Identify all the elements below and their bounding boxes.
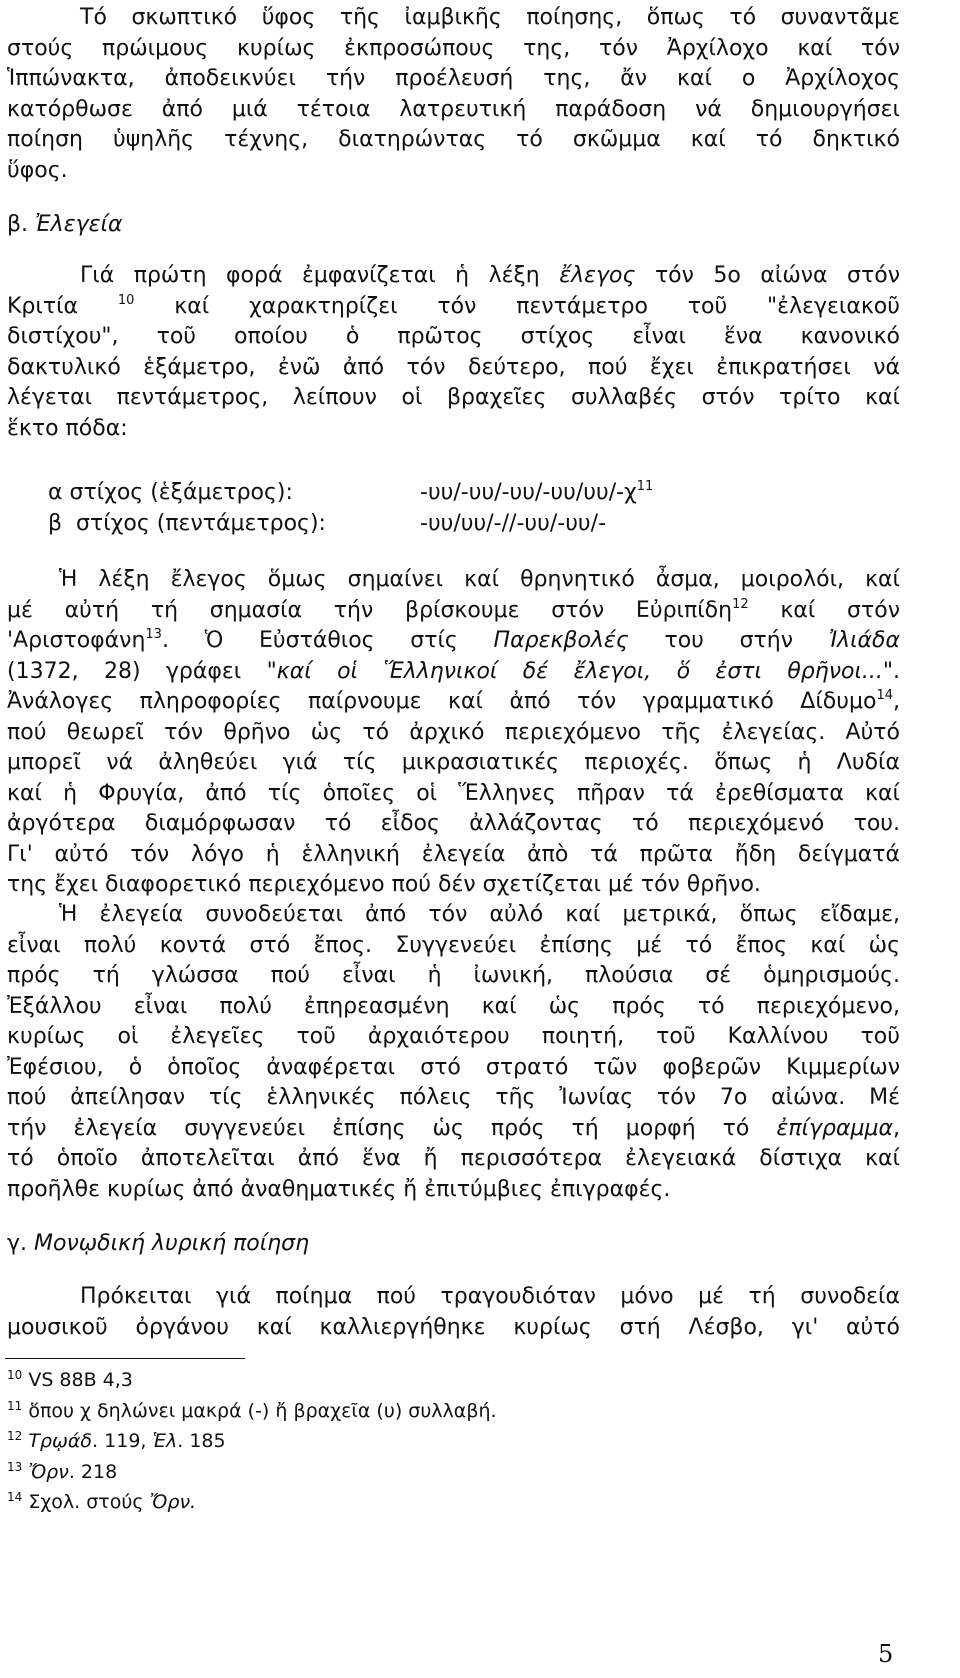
text-run: Ἀνάλογες πληροφορίες παίρνουμε καί ἀπό τόν γραμματικό Δίδυμο (7, 689, 877, 714)
text-line (7, 900, 900, 931)
text-line (7, 1282, 900, 1313)
text-line (7, 840, 900, 871)
footnote-ref: 13 (145, 627, 162, 642)
italic-text: Ἰλιάδα (828, 628, 900, 653)
text-line (7, 383, 900, 414)
text-run: Ἡ ἐλεγεία συνοδεύεται ἀπό τόν αὐλό καί μετρικά, ὅπως εἴδαμε, (59, 902, 900, 927)
text-run: , (893, 1115, 900, 1141)
text-line (7, 596, 900, 627)
footnote-ref: 12 (7, 1429, 23, 1443)
text-run: β. (7, 212, 36, 237)
text-line (7, 1490, 497, 1521)
text-run: Πρόκειται γιά ποίημα πού τραγουδιόταν μόνο μέ τή συνοδεία (80, 1284, 900, 1309)
text-line (7, 1144, 900, 1175)
text-run: πρός τή γλώσσα πού εἶναι ἡ ἰωνική, πλούσια σέ ὁμηρισμούς. (7, 963, 900, 988)
paragraph-iambic-style (7, 3, 900, 186)
text-line (7, 292, 900, 323)
text-run: τό ὁποῖο ἀποτελεῖται ἀπό ἕνα ἤ περισσότερα ἐλεγειακά δίστιχα καί (7, 1146, 900, 1171)
text-run: τόν 5ο αἰώνα στόν (635, 263, 900, 288)
text-run: 'Αριστοφάνη (7, 628, 146, 653)
footnote-ref: 10 (117, 292, 135, 308)
footnote-ref: 10 (7, 1368, 23, 1382)
paragraph-elegy-lament (7, 565, 900, 901)
italic-text: Ἑλ (152, 1430, 178, 1452)
italic-text: Ὄρν (28, 1460, 69, 1483)
text-run: γ. (7, 1231, 35, 1256)
text-run: κυρίως οἱ ἐλεγεῖες τοῦ ἀρχαιότερου ποιητή, τοῦ Καλλίνου τοῦ (7, 1024, 900, 1049)
text-run: προῆλθε κυρίως ἀπό ἀναθηματικές ἤ ἐπιτύμβιες ἐπιγραφές. (7, 1176, 671, 1202)
footnotes (7, 1368, 497, 1521)
text-run: καί στόν (748, 597, 900, 623)
text-run: δακτυλικό ἑξάμετρο, ἐνῶ ἀπό τόν δεύτερο, πού ἔχει ἐπικρατήσει νά (7, 354, 900, 380)
text-line (7, 3, 900, 34)
text-run: Ἐξάλλου εἶναι πολύ ἐπηρεασμένη καί ὡς πρός τό περιεχόμενο, (7, 993, 900, 1019)
text-run: καί ἡ Φρυγία, ἀπό τίς ὁποῖες οἱ Ἕλληνες πῆραν τά ἐρεθίσματα καί (7, 780, 900, 806)
section-heading-elegy (7, 210, 900, 241)
footnote-ref: 12 (732, 596, 749, 612)
text-run: Κριτία (7, 293, 118, 319)
text-run: λέγεται πεντάμετρος, λείπουν οἱ βραχεῖες συλλαβές στόν τρίτο καί (7, 385, 900, 410)
footnote-ref: 11 (7, 1398, 23, 1413)
text-line (7, 626, 900, 657)
text-run: (1372, 28) γράφει " (7, 658, 277, 684)
text-line (7, 1313, 900, 1344)
italic-text: ἔλεγος (559, 263, 636, 288)
text-line (7, 1022, 900, 1053)
italic-text: καί οἱ Ἕλληνικοί δέ ἔλεγοι, ὅ ἐστι θρῆνοι... (276, 658, 883, 684)
text-run: μέ αὐτή τή σημασία τήν βρίσκουμε στόν Εὐριπίδη (7, 597, 733, 623)
text-line (7, 64, 900, 95)
page-number: 5 (878, 1640, 894, 1668)
text-run: ὕφος. (7, 157, 68, 183)
text-line (7, 1460, 497, 1491)
footnote-ref: 11 (636, 479, 654, 494)
text-run: στούς πρώιμους κυρίως ἐκπροσώπους της, τόν Ἀρχίλοχο καί τόν (7, 35, 900, 61)
italic-text: Μονῳδική λυρική ποίηση (34, 1231, 310, 1256)
text-line (7, 961, 900, 992)
text-run: μουσικοῦ ὀργάνου καί καλλιεργήθηκε κυρίως στή Λέσβο, γι' αὐτό (7, 1314, 900, 1340)
text-run: VS 88B 4,3 (22, 1369, 133, 1391)
text-line (7, 95, 900, 126)
text-line (7, 125, 900, 156)
text-run: Ἡ λέξη ἔλεγος ὅμως σημαίνει καί θρηνητικό ἆσμα, μοιρολόι, καί (59, 567, 900, 592)
italic-text: ἐπίγραμμα (776, 1115, 893, 1141)
text-run: Ἱππώνακτα, ἀποδεικνύει τήν προέλευσή της, ἄν καί ο Ἀρχίλοχος (7, 66, 900, 91)
meter-line-hexameter-label: α στίχος (ἑξάμετρος): (48, 480, 293, 505)
italic-text: Παρεκβολές (493, 628, 629, 653)
text-line (7, 1114, 900, 1145)
text-line (7, 687, 900, 718)
text-line (7, 1368, 497, 1399)
text-line (7, 156, 900, 187)
text-run: του στήν (628, 628, 829, 653)
text-line (7, 657, 900, 688)
text-line (7, 322, 900, 353)
paragraph-elegy-origin (7, 261, 900, 444)
text-run: , (893, 689, 900, 714)
italic-text: Τρῳάδ (28, 1430, 93, 1452)
text-line (7, 261, 900, 292)
meter-scheme: -υυ/-υυ/-υυ/-υυ/υυ/-χ (420, 480, 637, 505)
text-run: κατόρθωσε ἀπό μιά τέτοια λατρευτική παράδοση νά δημιουργήσει (7, 96, 900, 122)
text-run: πού θεωρεῖ τόν θρῆνο ὡς τό ἀρχικό περιεχόμενο τῆς ἐλεγείας. Αὐτό (7, 719, 900, 745)
text-run: ποίηση ὑψηλῆς τέχνης, διατηρώντας τό σκῶμμα καί τό δηκτικό (7, 127, 900, 152)
text-run: Γι' αὐτό τόν λόγο ἡ ἑλληνική ἐλεγεία ἀπὸ τά πρῶτα ἤδη δείγματά (7, 841, 900, 867)
text-line (7, 718, 900, 749)
text-run: ". (882, 658, 900, 684)
text-line (7, 992, 900, 1023)
text-run: Σχολ. στούς (22, 1491, 150, 1513)
text-line (7, 414, 900, 445)
text-run: της ἔχει διαφορετικό περιεχόμενο πού δέν σχετίζεται μέ τόν θρῆνο. (7, 872, 761, 897)
text-run: ὅπου χ δηλώνει μακρά (-) ἤ βραχεῖα (υ) συλλαβή. (22, 1399, 497, 1422)
text-line (7, 1175, 900, 1206)
text-run: Ἐφέσιου, ὁ ὁποῖος ἀναφέρεται στό στρατό τῶν φοβερῶν Κιμμερίων (7, 1054, 900, 1080)
text-line (7, 870, 900, 901)
text-run: Τό σκωπτικό ὕφος τῆς ἰαμβικῆς ποίησης, ὅπως τό συναντᾶμε (80, 5, 900, 30)
text-run: ἀργότερα διαμόρφωσαν τό εἶδος ἀλλάζοντας τό περιεχόμενό του. (7, 811, 900, 836)
text-run: τήν ἐλεγεία συγγενεύει ἐπίσης ὡς πρός τή μορφή τό (7, 1115, 777, 1141)
text-line (7, 1053, 900, 1084)
text-line (7, 353, 900, 384)
text-run: εἶναι πολύ κοντά στό ἔπος. Συγγενεύει ἐπίσης μέ τό ἔπος καί ὡς (7, 932, 900, 958)
text-line (7, 809, 900, 840)
italic-text: Ὄρν. (149, 1491, 197, 1513)
text-line (7, 1429, 497, 1460)
footnote-separator (5, 1358, 245, 1359)
footnote-ref: 14 (7, 1490, 23, 1504)
text-line (7, 210, 900, 241)
text-run: μπορεῖ νά ἀληθεύει γιά τίς μικρασιατικές περιοχές. ὅπως ἡ Λυδία (7, 750, 900, 775)
text-line (7, 565, 900, 596)
text-run: διστίχου", τοῦ οποίου ὁ πρῶτος στίχος εἶναι ἕνα κανονικό (7, 324, 900, 349)
text-run: καί χαρακτηρίζει τόν πεντάμετρο τοῦ "ἐλεγειακοῦ (134, 293, 900, 319)
text-run: . Ὁ Εὐστάθιος στίς (161, 628, 494, 653)
text-run: . 119, (92, 1430, 153, 1452)
paragraph-monodic-lyric (7, 1282, 900, 1343)
footnote-ref: 13 (7, 1459, 23, 1474)
text-line (7, 1399, 497, 1430)
paragraph-elegy-epic (7, 900, 900, 1205)
text-line (7, 1083, 900, 1114)
meter-line-pentameter-scheme: -υυ/υυ/-//-υυ/-υυ/- (420, 511, 607, 536)
text-run: . 185 (177, 1430, 226, 1452)
text-line (7, 931, 900, 962)
text-run: πού ἀπείλησαν τίς ἑλληνικές πόλεις τῆς Ἰωνίας τόν 7ο αἰώνα. Μέ (7, 1085, 900, 1110)
text-run: Γιά πρώτη φορά ἐμφανίζεται ἡ λέξη (80, 263, 560, 288)
footnote-ref: 14 (876, 688, 893, 703)
italic-text: Ἐλεγεία (35, 212, 123, 237)
section-heading-monodic-lyric (7, 1229, 900, 1260)
text-line (7, 1229, 900, 1260)
text-run: . 218 (68, 1460, 118, 1483)
text-line (7, 748, 900, 779)
meter-line-pentameter-label: β στίχος (πεντάμετρος): (48, 511, 326, 536)
meter-line-hexameter-scheme (420, 478, 653, 509)
text-line (7, 779, 900, 810)
text-line (7, 34, 900, 65)
text-run: ἕκτο πόδα: (7, 415, 128, 441)
